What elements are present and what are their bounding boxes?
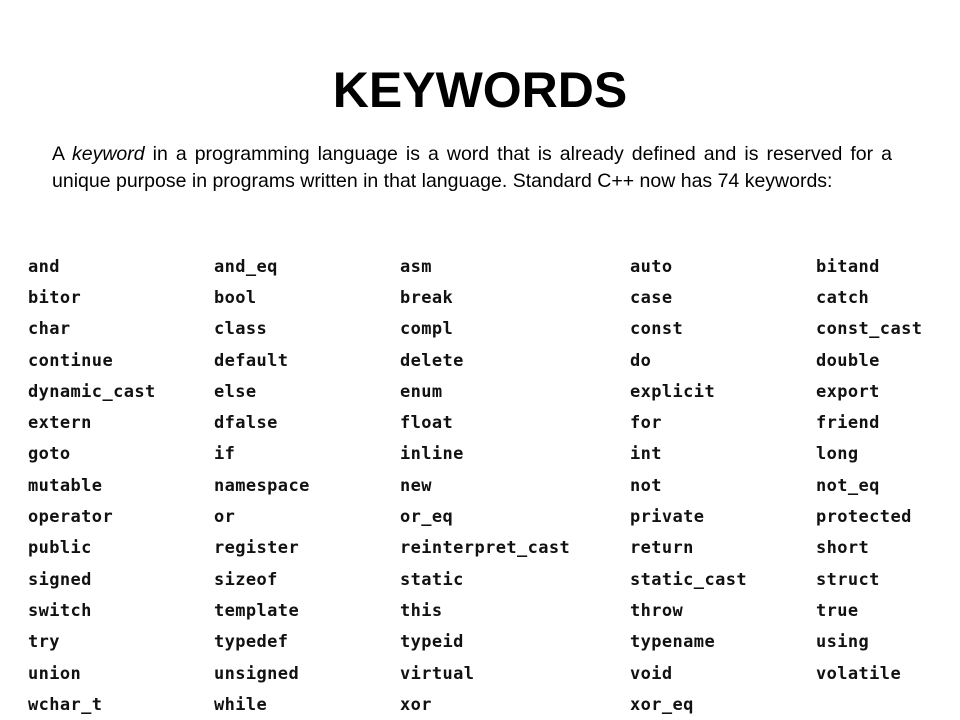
keyword-item: double (816, 350, 880, 371)
keyword-item: protected (816, 507, 912, 528)
keyword-item: bitor (28, 287, 82, 308)
keyword-item: union (28, 663, 82, 684)
keyword-item: bool (214, 287, 257, 308)
keyword-item: delete (400, 350, 464, 371)
intro-paragraph (52, 141, 892, 194)
keyword-item: typeid (400, 632, 464, 653)
keyword-item: compl (400, 319, 454, 340)
keyword-item: not_eq (816, 475, 880, 496)
keyword-item: const_cast (816, 319, 923, 340)
keyword-item: break (400, 287, 454, 308)
keyword-item: dynamic_cast (28, 381, 156, 402)
keyword-item: short (816, 538, 870, 559)
keyword-item: volatile (816, 663, 902, 684)
keyword-item: while (214, 694, 268, 715)
keyword-item: catch (816, 287, 870, 308)
keyword-item: typename (630, 632, 716, 653)
keyword-item: and_eq (214, 256, 278, 277)
keyword-item: signed (28, 569, 92, 590)
keyword-item: typedef (214, 632, 289, 653)
keyword-item: virtual (400, 663, 475, 684)
keyword-item: not (630, 475, 662, 496)
keyword-item: class (214, 319, 268, 340)
keyword-item: reinterpret_cast (400, 538, 571, 559)
keyword-item: try (28, 632, 60, 653)
keyword-item: mutable (28, 475, 103, 496)
keyword-item: static_cast (630, 569, 747, 590)
keyword-item: if (214, 444, 236, 465)
keyword-item: continue (28, 350, 114, 371)
keyword-item: asm (400, 256, 432, 277)
keyword-item: default (214, 350, 289, 371)
keyword-item: wchar_t (28, 694, 103, 715)
keyword-item: private (630, 507, 705, 528)
page-title: KEYWORDS (332, 62, 628, 118)
keyword-item: inline (400, 444, 464, 465)
keyword-item: this (400, 600, 443, 621)
keyword-item: register (214, 538, 300, 559)
keyword-item: export (816, 381, 880, 402)
keyword-item: bitand (816, 256, 880, 277)
keyword-item: or_eq (400, 507, 454, 528)
keyword-item: namespace (214, 475, 310, 496)
keyword-item: and (28, 256, 60, 277)
keyword-item: auto (630, 256, 673, 277)
keyword-item: long (816, 444, 859, 465)
keyword-item: case (630, 287, 673, 308)
keyword-item: or (214, 507, 236, 528)
keyword-item: operator (28, 507, 114, 528)
keyword-item: for (630, 413, 662, 434)
keyword-item: xor (400, 694, 432, 715)
keyword-item: unsigned (214, 663, 300, 684)
keyword-item: throw (630, 600, 684, 621)
keyword-item: template (214, 600, 300, 621)
keyword-item: int (630, 444, 662, 465)
keyword-item: return (630, 538, 694, 559)
intro-text-before: A (52, 143, 72, 165)
keyword-item: char (28, 319, 71, 340)
keyword-item: static (400, 569, 464, 590)
keyword-item: explicit (630, 381, 716, 402)
keyword-item: sizeof (214, 569, 278, 590)
keyword-item: true (816, 600, 859, 621)
keyword-item: friend (816, 413, 880, 434)
keyword-table (28, 251, 958, 720)
keyword-item: const (630, 319, 684, 340)
keyword-item: goto (28, 444, 71, 465)
keyword-item: xor_eq (630, 694, 694, 715)
keyword-item: public (28, 538, 92, 559)
keyword-item: using (816, 632, 870, 653)
keyword-item: dfalse (214, 413, 278, 434)
keyword-item: do (630, 350, 652, 371)
keyword-item: extern (28, 413, 92, 434)
keyword-item: struct (816, 569, 880, 590)
keyword-item: new (400, 475, 432, 496)
keyword-item: float (400, 413, 454, 434)
intro-text-after: in a programming language is a word that is already defined and is reserved for a unique purpose in programs written in that language. Standard C++ now has 74 keywords: (52, 143, 892, 192)
keyword-item: void (630, 663, 673, 684)
keyword-item: else (214, 381, 257, 402)
intro-keyword-term: keyword (71, 143, 145, 165)
keyword-item: enum (400, 381, 443, 402)
keyword-item: switch (28, 600, 92, 621)
